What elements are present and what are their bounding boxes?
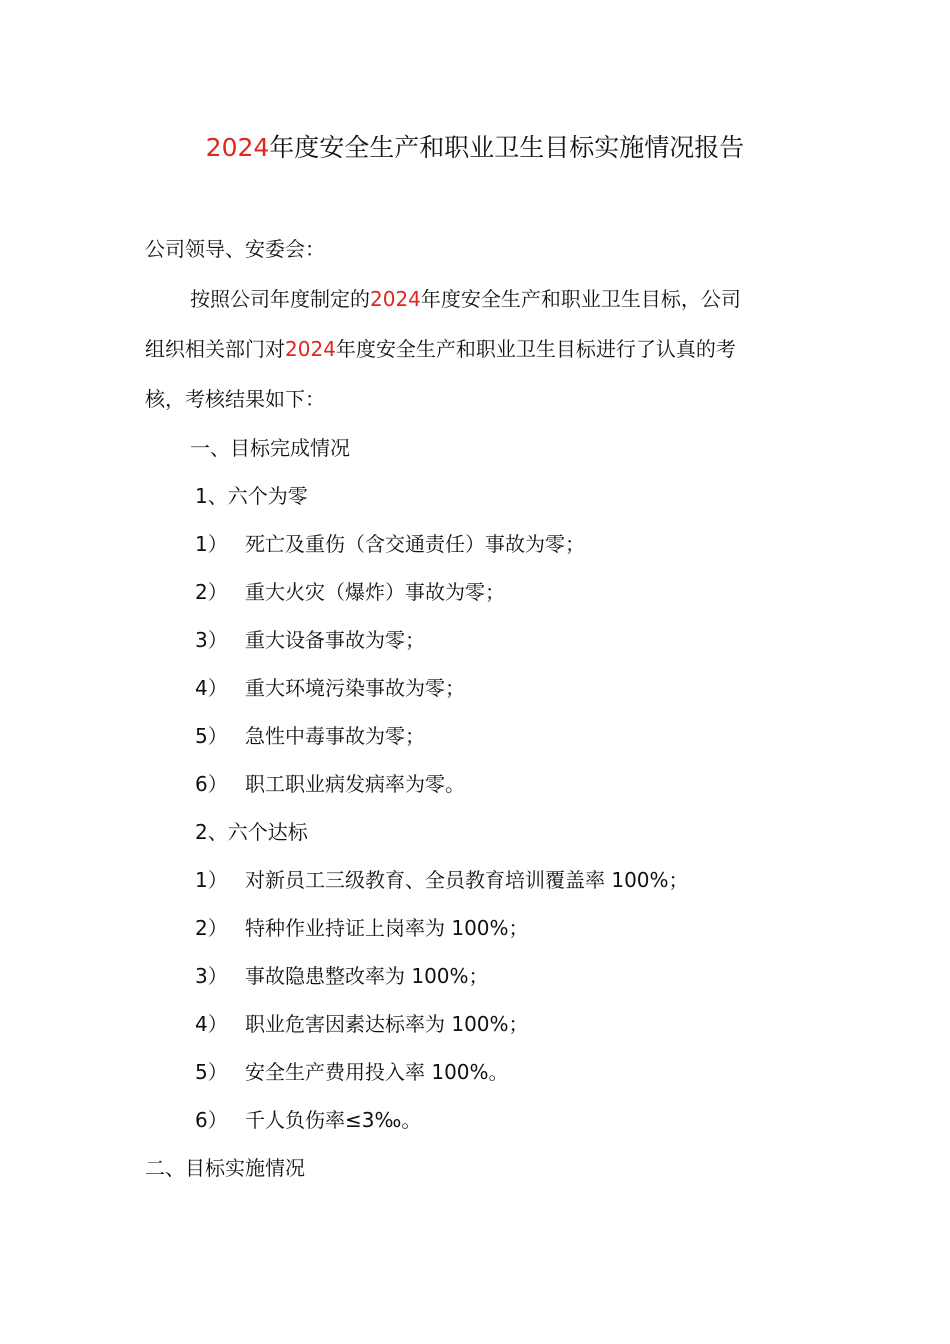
list-item-number: 1）: [195, 532, 228, 556]
intro-line-1: [190, 284, 741, 314]
section-2-heading: 二、目标实施情况: [145, 1156, 305, 1180]
list-item-text: 事故隐患整改率为 100%；: [245, 964, 489, 988]
list-item-text: 重大设备事故为零；: [245, 628, 425, 652]
page-title: [0, 128, 950, 168]
list-item: [195, 1009, 529, 1039]
salutation: 公司领导、安委会：: [145, 237, 325, 261]
intro-line-2-post: 年度安全生产和职业卫生目标进行了认真的考: [335, 337, 736, 361]
list-item-text: 职业危害因素达标率为 100%；: [245, 1012, 529, 1036]
intro-line-3: 核，考核结果如下：: [145, 387, 325, 411]
list-item: [195, 865, 689, 895]
intro-line-1-pre: 按照公司年度制定的: [190, 287, 370, 311]
list-item: [195, 529, 585, 559]
list-item: [195, 1057, 509, 1087]
list-item: [195, 1105, 421, 1135]
list-item-number: 3）: [195, 964, 228, 988]
list-item-number: 6）: [195, 1108, 228, 1132]
intro-line-2-pre: 组织相关部门对: [145, 337, 285, 361]
list-item-text: 千人负伤率≤3‰。: [245, 1108, 422, 1132]
list-item-number: 3）: [195, 628, 228, 652]
list-item-number: 4）: [195, 1012, 228, 1036]
title-year: 2024: [205, 133, 270, 162]
list-item-text: 职工职业病发病率为零。: [245, 772, 465, 796]
list-item-text: 急性中毒事故为零；: [245, 724, 425, 748]
subsection-2-heading: 2、六个达标: [195, 820, 308, 844]
list-item-number: 5）: [195, 1060, 228, 1084]
list-item: [195, 721, 425, 751]
list-item-text: 死亡及重伤（含交通责任）事故为零；: [245, 532, 585, 556]
intro-line-1-post: 年度安全生产和职业卫生目标，公司: [420, 287, 741, 311]
list-item: [195, 673, 465, 703]
list-item-text: 对新员工三级教育、全员教育培训覆盖率 100%；: [245, 868, 689, 892]
list-item-text: 重大环境污染事故为零；: [245, 676, 465, 700]
list-item-text: 重大火灾（爆炸）事故为零；: [245, 580, 505, 604]
intro-line-2: [145, 334, 736, 364]
list-item: [195, 913, 529, 943]
list-item-text: 安全生产费用投入率 100%。: [245, 1060, 509, 1084]
intro-line-1-year: 2024: [370, 287, 421, 311]
list-item: [195, 769, 465, 799]
subsection-1-heading: 1、六个为零: [195, 484, 308, 508]
intro-line-2-year: 2024: [285, 337, 336, 361]
list-item-number: 6）: [195, 772, 228, 796]
list-item-number: 2）: [195, 580, 228, 604]
list-item: [195, 625, 425, 655]
list-item-number: 2）: [195, 916, 228, 940]
section-1-heading: 一、目标完成情况: [190, 436, 350, 460]
title-text: 年度安全生产和职业卫生目标实施情况报告: [269, 133, 745, 162]
list-item-number: 1）: [195, 868, 228, 892]
list-item-text: 特种作业持证上岗率为 100%；: [245, 916, 529, 940]
list-item: [195, 577, 505, 607]
list-item: [195, 961, 489, 991]
list-item-number: 4）: [195, 676, 228, 700]
list-item-number: 5）: [195, 724, 228, 748]
